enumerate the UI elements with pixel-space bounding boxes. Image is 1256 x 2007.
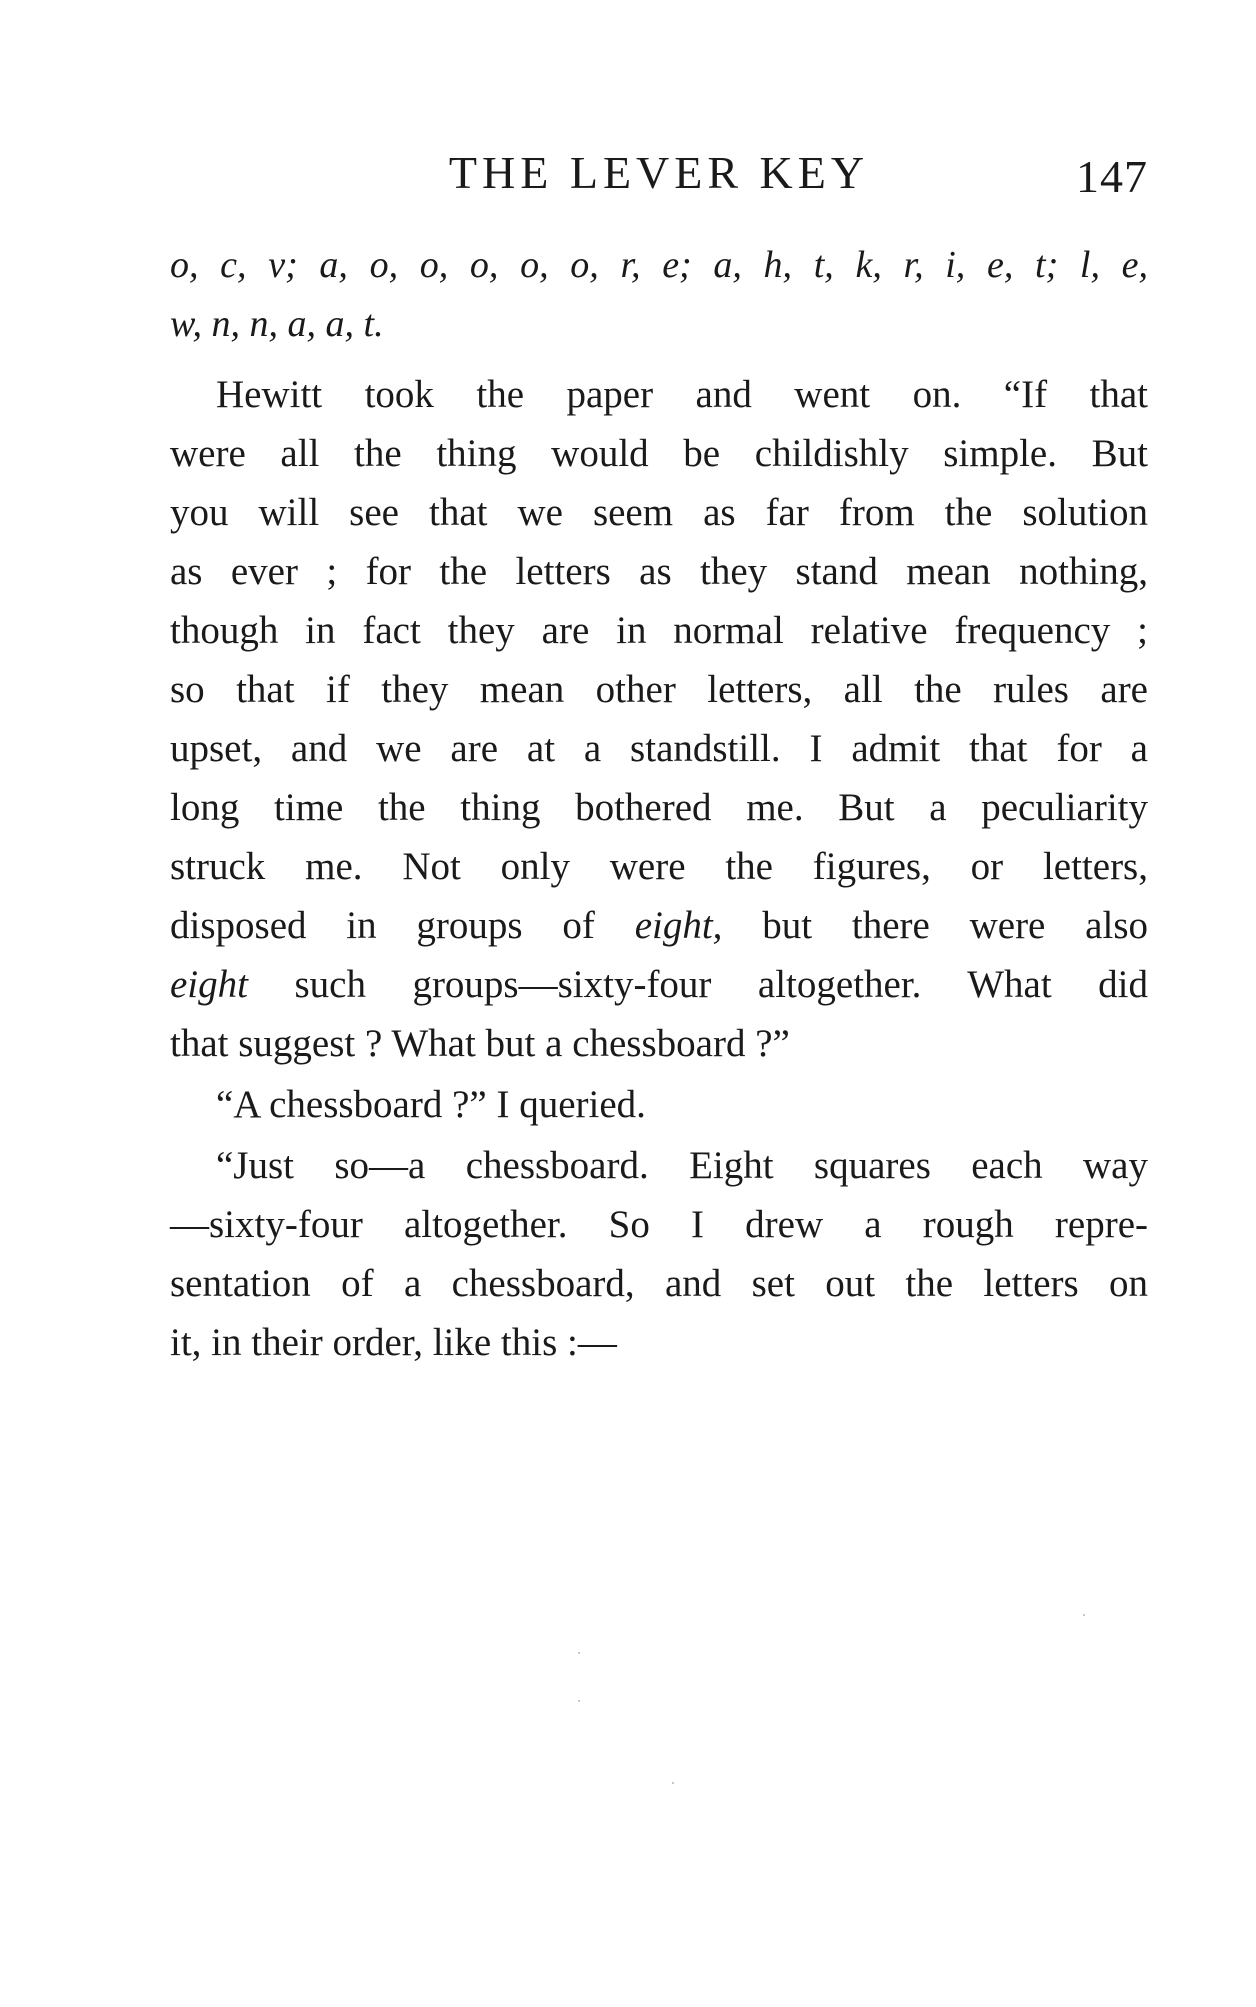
running-head bbox=[170, 143, 1148, 203]
cipher-text-1: o, c, v; a, o, o, o, o, o, r, e; a, h, t, k, r, i, e, t; l, e, bbox=[170, 244, 1148, 286]
scan-speck bbox=[1083, 1614, 1085, 1616]
italic-eight-2: eight bbox=[170, 963, 248, 1006]
line-10-start: disposed in groups of bbox=[170, 904, 635, 947]
paragraph-1-line-6: so that if they mean other letters, all the rules are bbox=[170, 668, 1148, 711]
paragraph-1-line-5: though in fact they are in normal relative frequency ; bbox=[170, 609, 1148, 652]
paragraph-1-line-11 bbox=[170, 955, 1148, 1014]
paragraph-3-line-1: “Just so—a chessboard. Eight squares each way bbox=[216, 1144, 1148, 1187]
cipher-line-1 bbox=[170, 236, 1148, 295]
paragraph-1-last-line: that suggest ? What but a chessboard ?” bbox=[170, 1022, 790, 1065]
paragraph-1-line-4: as ever ; for the letters as they stand mean nothing, bbox=[170, 550, 1148, 593]
scan-speck bbox=[578, 1700, 580, 1702]
paragraph-1-line-3: you will see that we seem as far from the solution bbox=[170, 491, 1148, 534]
scan-speck bbox=[578, 1652, 580, 1654]
line-10-end: but there were also bbox=[722, 904, 1148, 947]
paragraph-1-line-7: upset, and we are at a standstill. I admit that for a bbox=[170, 727, 1148, 770]
italic-eight-1: eight, bbox=[634, 904, 723, 947]
paragraph-1-line-10 bbox=[170, 896, 1148, 955]
page-number: 147 bbox=[1076, 151, 1148, 202]
paragraph-3-line-2: —sixty-four altogether. So I drew a rough repre- bbox=[170, 1203, 1148, 1246]
scan-speck bbox=[672, 1782, 674, 1784]
running-title: THE LEVER KEY bbox=[448, 147, 870, 198]
cipher-text-2: w, n, n, a, a, t. bbox=[170, 303, 384, 345]
paragraph-2: “A chessboard ?” I queried. bbox=[216, 1083, 646, 1126]
line-11-end: such groups—sixty-four altogether. What did bbox=[247, 963, 1148, 1006]
paragraph-1-line-9: struck me. Not only were the figures, or letters, bbox=[170, 845, 1148, 888]
paragraph-1-line-1: Hewitt took the paper and went on. “If that bbox=[216, 373, 1148, 416]
paragraph-3-last-line: it, in their order, like this :— bbox=[170, 1321, 617, 1364]
cipher-line-2 bbox=[170, 295, 1148, 354]
paragraph-1-line-2: were all the thing would be childishly simple. But bbox=[170, 432, 1148, 475]
paragraph-3-line-3: sentation of a chessboard, and set out the letters on bbox=[170, 1262, 1148, 1305]
body-text bbox=[170, 236, 1148, 1372]
paragraph-1-line-8: long time the thing bothered me. But a peculiarity bbox=[170, 786, 1148, 829]
